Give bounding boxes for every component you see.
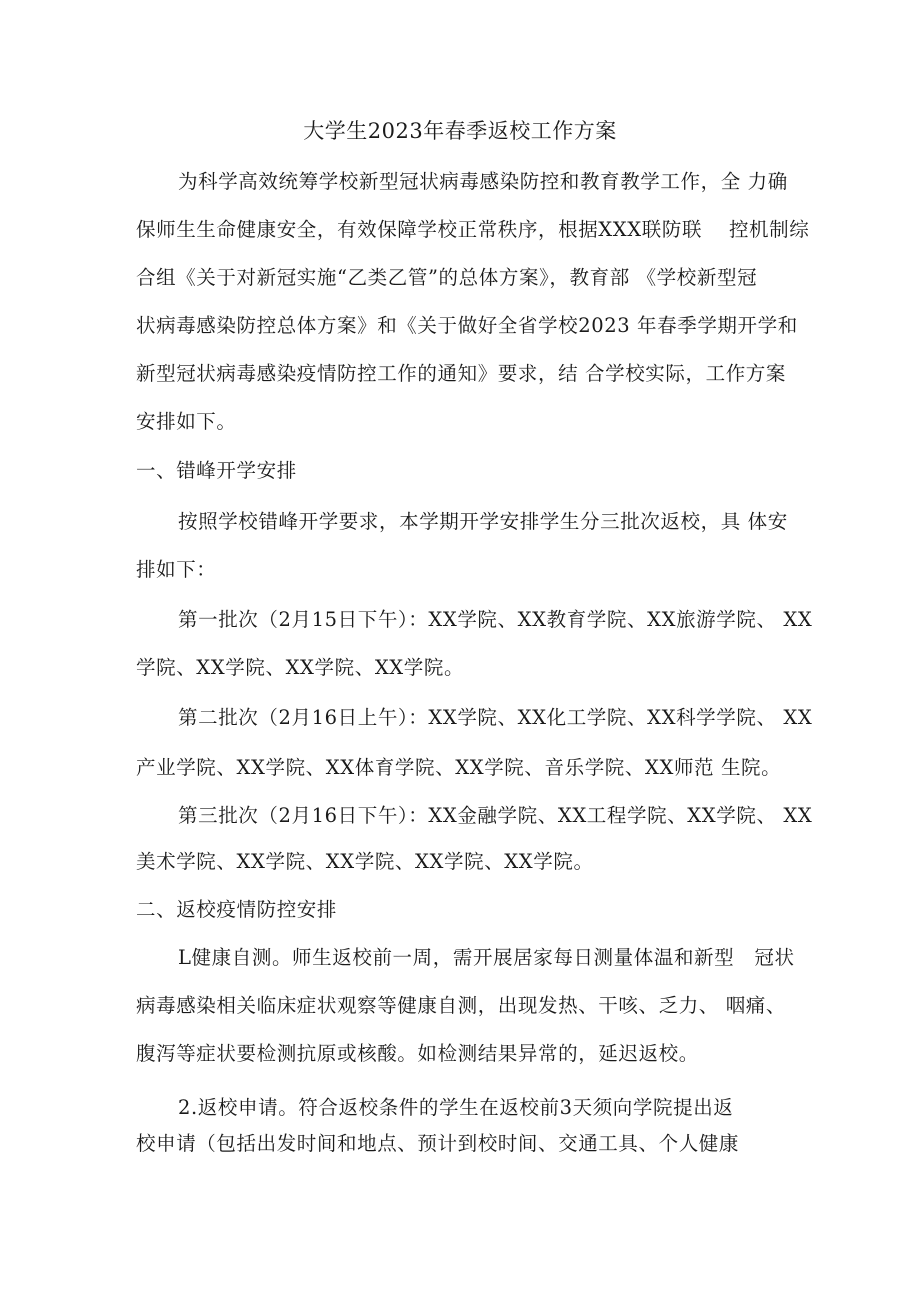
section-1-heading: 一、错峰开学安排 bbox=[136, 459, 297, 482]
batch-3-line-1: 第三批次（2月16日下午）：XX金融学院、XX工程学院、XX学院、 XX bbox=[178, 804, 813, 827]
intro-line-1: 为科学高效统筹学校新型冠状病毒感染防控和教育教学工作，全 力确 bbox=[178, 170, 788, 193]
batch-3-line-2: 美术学院、XX学院、XX学院、XX学院、XX学院。 bbox=[136, 850, 594, 873]
item-2-line-1: 2.返校申请。符合返校条件的学生在返校前3天须向学院提出返 bbox=[178, 1096, 734, 1119]
item-1-line-2: 病毒感染相关临床症状观察等健康自测，出现发热、干咳、乏力、 咽痛、 bbox=[136, 994, 786, 1017]
batch-1-line-1: 第一批次（2月15日下午）：XX学院、XX教育学院、XX旅游学院、 XX bbox=[178, 608, 813, 631]
intro-line-4: 状病毒感染防控总体方案》和《关于做好全省学校2023 年春季学期开学和 bbox=[136, 314, 798, 337]
item-1-line-3: 腹泻等症状要检测抗原或核酸。如检测结果异常的，延迟返校。 bbox=[136, 1042, 699, 1065]
batch-1-line-2: 学院、XX学院、XX学院、XX学院。 bbox=[136, 656, 465, 679]
intro-line-5: 新型冠状病毒感染疫情防控工作的通知》要求，结 合学校实际，工作方案 bbox=[136, 362, 786, 385]
item-2-line-2: 校申请（包括出发时间和地点、预计到校时间、交通工具、个人健康 bbox=[136, 1132, 740, 1155]
section-1-para-line-2: 排如下： bbox=[136, 558, 217, 581]
batch-2-line-1: 第二批次（2月16日上午）：XX学院、XX化工学院、XX科学学院、 XX bbox=[178, 706, 813, 729]
batch-2-line-2: 产业学院、XX学院、XX体育学院、XX学院、音乐学院、XX师范 生院。 bbox=[136, 756, 782, 779]
item-1-line-1: L健康自测。师生返校前一周，需开展居家每日测量体温和新型 冠状 bbox=[178, 946, 795, 969]
intro-line-6: 安排如下。 bbox=[136, 410, 237, 433]
section-1-para-line-1: 按照学校错峰开学要求，本学期开学安排学生分三批次返校，具 体安 bbox=[178, 510, 788, 533]
document-title: 大学生2023年春季返校工作方案 bbox=[303, 119, 617, 143]
intro-line-2: 保师生生命健康安全，有效保障学校正常秩序，根据XXX联防联 控机制综 bbox=[136, 218, 810, 241]
section-2-heading: 二、返校疫情防控安排 bbox=[136, 898, 338, 921]
intro-line-3: 合组《关于对新冠实施“乙类乙管”的总体方案》，教育部 《学校新型冠 bbox=[136, 266, 758, 289]
